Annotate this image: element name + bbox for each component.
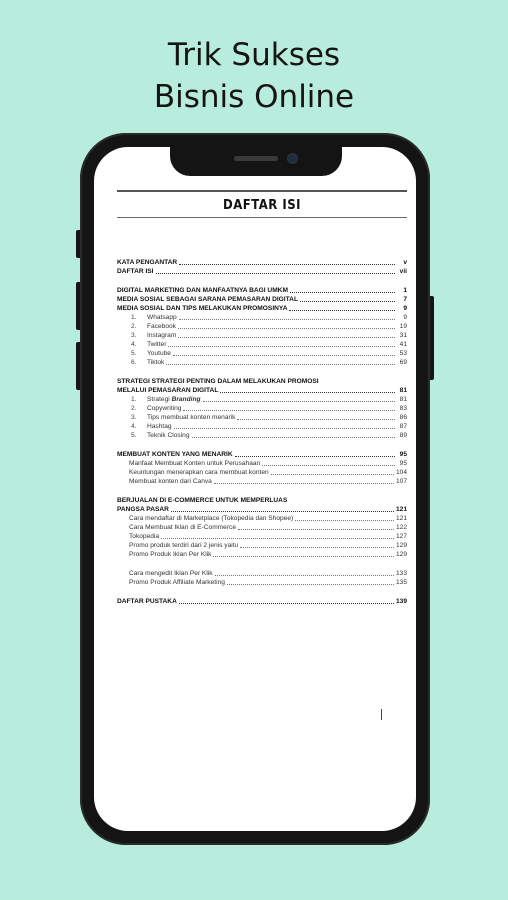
toc-entry-page-number: 127 [395,533,407,540]
toc-entry-title: Cara mendaftar di Marketplace (Tokopedia dan Shopee) [129,515,294,522]
toc-spacer [117,587,407,597]
toc-entry[interactable] [117,505,407,514]
speaker-grille [234,156,278,161]
toc-entry-title: MELALUI PEMASARAN DIGITAL [117,387,219,394]
toc-entry[interactable] [117,550,407,559]
toc-entry[interactable] [117,569,407,578]
toc-leader-dots [179,264,395,265]
toc-leader-dots [171,511,394,512]
toc-leader-dots [166,364,395,365]
toc-entry-title: MEMBUAT KONTEN YANG MENARIK [117,451,233,458]
toc-leader-dots [192,437,395,438]
toc-entry-number: 2. [131,405,137,412]
toc-leader-dots [168,346,395,347]
toc-entry-title: Membuat konten dari Canva [129,478,212,485]
toc-entry-page-number: 129 [395,542,407,549]
toc-entry-title: Instagram [147,332,177,339]
toc-entry-page-number: 104 [395,469,407,476]
toc-leader-dots [179,603,394,604]
toc-entry-number: 4. [131,341,137,348]
table-of-contents [117,258,407,606]
toc-entry[interactable] [117,514,407,523]
toc-entry-number: 5. [131,432,137,439]
toc-entry-page-number: vii [399,268,407,275]
toc-entry-number: 3. [131,332,137,339]
toc-entry-title: Hashtag [147,423,172,430]
toc-entry-page-number: 121 [395,506,407,513]
page-title: DAFTAR ISI [223,198,301,213]
toc-entry[interactable] [117,523,407,532]
toc-entry-page-number: 81 [399,387,407,394]
toc-entry-page-number: 19 [399,323,407,330]
toc-entry-page-number: 1 [403,287,407,294]
toc-entry-title: Promo Produk Iklan Per Klik [129,551,212,558]
front-camera [288,154,297,163]
toc-entry-title: PANGSA PASAR [117,506,169,513]
toc-leader-dots [237,419,395,420]
toc-leader-dots [295,520,394,521]
toc-entry-title: Teknik Closing [147,432,190,439]
toc-entry-title: Tips membuat konten menarik [147,414,236,421]
header-rule [117,190,407,192]
toc-leader-dots [178,328,395,329]
toc-entry-number: 3. [131,414,137,421]
toc-entry-page-number: v [403,259,407,266]
toc-entry-title: Promo Produk Affiliate Marketing [129,579,225,586]
toc-leader-dots [238,529,394,530]
toc-entry-number: 5. [131,350,137,357]
toc-entry-page-number: 135 [395,579,407,586]
toc-entry-title: Manfaat Membuat Konten untuk Perusahaan [129,460,261,467]
toc-entry[interactable] [117,578,407,587]
toc-entry-page-number: 86 [399,414,407,421]
toc-leader-dots [240,547,394,548]
toc-entry[interactable] [117,258,407,267]
toc-entry-title: Tiktok [147,359,165,366]
toc-entry[interactable] [117,431,407,440]
toc-leader-dots [271,474,394,475]
toc-entry-number: 1. [131,314,137,321]
document-page [117,190,407,606]
toc-leader-dots [213,556,394,557]
toc-entry-emphasis: Branding [171,396,201,403]
toc-entry[interactable] [117,597,407,606]
toc-leader-dots [183,410,395,411]
toc-entry[interactable] [117,459,407,468]
toc-leader-dots [215,575,394,576]
toc-entry-page-number: 89 [399,432,407,439]
toc-entry[interactable] [117,386,407,395]
toc-entry-title: Promo produk terdiri dari 2 jenis yaitu [129,542,239,549]
toc-entry-title: KATA PENGANTAR [117,259,178,266]
toc-entry-title: Cara mengedit Iklan Per Klik [129,570,213,577]
toc-entry-title: Youtube [147,350,171,357]
toc-entry-page-number: 95 [399,460,407,467]
toc-entry-page-number: 41 [399,341,407,348]
toc-entry[interactable] [117,331,407,340]
toc-section-heading: STRATEGI STRATEGI PENTING DALAM MELAKUKAN PROMOSI [117,378,319,385]
headline-line-1: Trik Sukses [167,37,341,73]
toc-entry[interactable] [117,413,407,422]
toc-entry[interactable] [117,395,407,404]
toc-entry[interactable] [117,477,407,486]
toc-spacer [117,440,407,450]
toc-entry-page-number: 81 [399,396,407,403]
toc-entry[interactable] [117,267,407,276]
toc-entry[interactable] [117,422,407,431]
toc-entry-page-number: 7 [403,296,407,303]
toc-entry-page-number: 107 [395,478,407,485]
toc-entry-number: 6. [131,359,137,366]
toc-entry[interactable] [117,358,407,367]
toc-spacer [117,486,407,496]
toc-entry-page-number: 129 [395,551,407,558]
toc-entry-title: MEDIA SOSIAL DAN TIPS MELAKUKAN PROMOSINYA [117,305,288,312]
toc-entry-title: DAFTAR ISI [117,268,154,275]
toc-spacer [117,367,407,377]
title-rule [117,217,407,218]
toc-leader-dots [203,401,395,402]
toc-entry-page-number: 87 [399,423,407,430]
toc-entry-title: Tokopedia [129,533,160,540]
toc-leader-dots [290,292,395,293]
toc-entry[interactable] [117,450,407,459]
toc-entry[interactable] [117,404,407,413]
text-cursor [381,709,382,720]
toc-entry-title: Strategi Branding [147,396,201,403]
toc-spacer [117,559,407,569]
toc-leader-dots [173,355,395,356]
toc-leader-dots [156,273,395,274]
phone-notch [170,146,342,176]
toc-entry-page-number: 121 [395,515,407,522]
toc-entry[interactable] [117,322,407,331]
toc-entry[interactable] [117,340,407,349]
toc-leader-dots [235,456,395,457]
headline [0,34,508,118]
toc-entry-title: DIGITAL MARKETING DAN MANFAATNYA BAGI UMKM [117,287,288,294]
toc-section-heading: BERJUALAN DI E-COMMERCE UNTUK MEMPERLUAS [117,497,288,504]
toc-entry-title: DAFTAR PUSTAKA [117,598,177,605]
toc-entry[interactable] [117,295,407,304]
toc-leader-dots [262,465,395,466]
toc-entry-title: Copywriting [147,405,182,412]
toc-leader-dots [178,337,395,338]
toc-entry-page-number: 53 [399,350,407,357]
headline-line-2: Bisnis Online [153,79,355,115]
toc-entry-page-number: 9 [403,305,407,312]
toc-leader-dots [161,538,394,539]
toc-entry-number: 4. [131,423,137,430]
toc-entry-page-number: 69 [399,359,407,366]
toc-entry-page-number: 139 [395,598,407,605]
toc-entry[interactable] [117,468,407,477]
toc-leader-dots [227,584,394,585]
toc-entry-page-number: 95 [399,451,407,458]
toc-entry[interactable] [117,286,407,295]
toc-entry-title: Whatsapp [147,314,177,321]
toc-entry-number: 1. [131,396,137,403]
toc-leader-dots [174,428,395,429]
toc-entry-page-number: 122 [395,524,407,531]
toc-leader-dots [214,483,394,484]
toc-entry-title: Keuntungan menerapkan cara membuat konten [129,469,269,476]
toc-leader-dots [300,301,395,302]
toc-entry-title: Twitter [147,341,167,348]
toc-entry-title: Facebook [147,323,176,330]
toc-leader-dots [220,392,395,393]
toc-entry-title: MEDIA SOSIAL SEBAGAI SARANA PEMASARAN DIGITAL [117,296,298,303]
toc-entry[interactable] [117,541,407,550]
toc-leader-dots [289,310,395,311]
toc-spacer [117,276,407,286]
toc-entry-page-number: 31 [399,332,407,339]
toc-entry[interactable] [117,313,407,322]
toc-entry-page-number: 133 [395,570,407,577]
toc-entry-page-number: 9 [403,314,407,321]
toc-entry-page-number: 83 [399,405,407,412]
toc-entry[interactable] [117,532,407,541]
toc-entry[interactable] [117,304,407,313]
toc-entry-title: Cara Membuat Iklan di E-Commerce [129,524,237,531]
toc-entry[interactable] [117,349,407,358]
toc-entry-number: 2. [131,323,137,330]
toc-leader-dots [179,319,395,320]
